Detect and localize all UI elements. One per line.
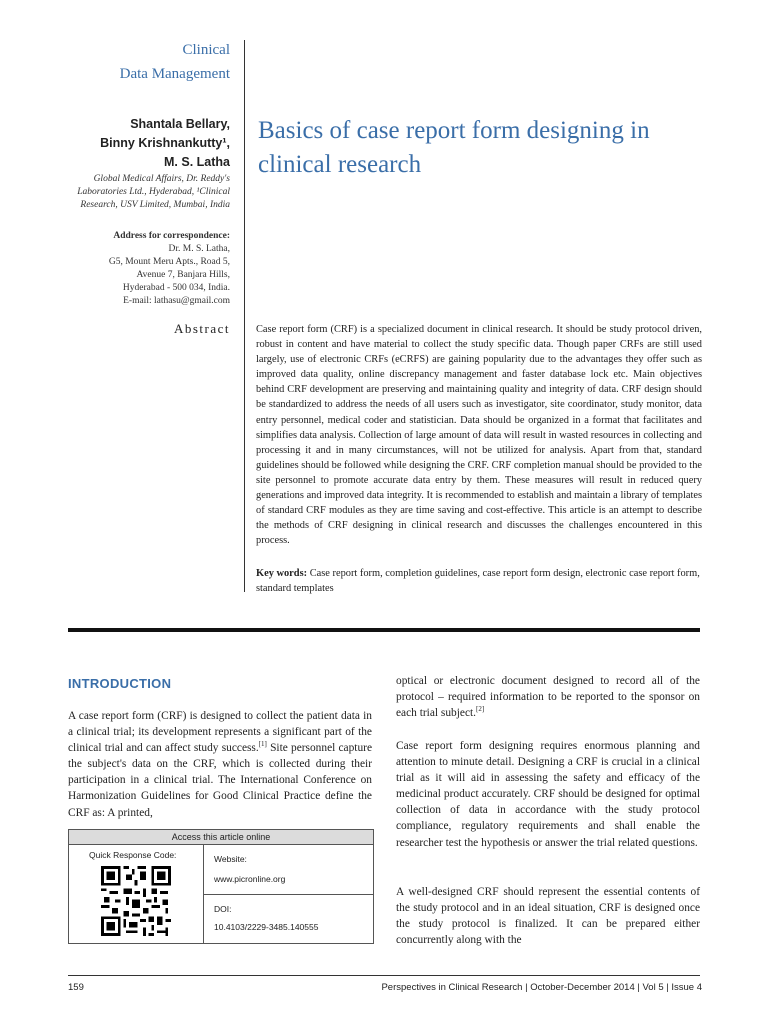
- keywords-label: Key words:: [256, 568, 308, 579]
- author-list: [90, 115, 230, 172]
- section-line-1: Clinical: [182, 42, 230, 58]
- footer-journal-info: Perspectives in Clinical Research | October-December 2014 | Vol 5 | Issue 4: [381, 982, 702, 993]
- intro-paragraph-right-1: [396, 673, 700, 721]
- address-line: Avenue 7, Banjara Hills,: [136, 270, 230, 280]
- author-1: Shantala Bellary,: [130, 117, 230, 131]
- reference-2[interactable]: [2]: [476, 705, 485, 714]
- intro-paragraph-right-3: A well-designed CRF should represent the essential contents of the study protocol and in an ideal situation, CRF is designed once the study protocol is finalized. It can be prepared either concurrently along with the: [396, 886, 700, 947]
- intro-text-b: Site personnel capture the subject's data on the CRF, which is collected during their participation in a clinical trial. The International Conference on Harmonization Guidelines for Good Clinical Practice define the CRF as: A printed,: [68, 742, 373, 819]
- page-number: 159: [68, 982, 84, 993]
- address-line: Hyderabad - 500 034, India.: [122, 283, 230, 293]
- footer-rule: [68, 975, 700, 976]
- affiliation: Global Medical Affairs, Dr. Reddy's Laboratories Ltd., Hyderabad, ¹Clinical Research, USV Limited, Mumbai, India: [77, 174, 230, 210]
- qr-label: Quick Response Code:: [89, 850, 177, 860]
- address-email[interactable]: E-mail: lathasu@gmail.com: [123, 296, 230, 306]
- keywords-text: Case report form, completion guidelines, case report form design, electronic case report form, standard templates: [256, 568, 700, 595]
- intro-paragraph-right-2: Case report form designing requires enormous planning and attention to minute detail. Designing a CRF is crucial in a clinical trial as it will aid in assessing the safety and efficacy of the medicinal product accurately. CRF should be designed for optimal collection of data in accordance with the study protocol compliance, regulatory requirements and shall enable the researcher test the hypothesis or answer the trial related questions.: [396, 740, 700, 849]
- access-box-heading: Access this article online: [69, 830, 373, 845]
- reference-1[interactable]: [1]: [258, 740, 267, 749]
- access-article-box: [68, 829, 374, 944]
- doi-label: DOI:: [214, 904, 232, 914]
- intro-text-a: A case report form (CRF) is designed to collect the patient data in a clinical trial; its development represents a significant part of the clinical trial and can affect study success.: [68, 710, 372, 755]
- author-3: M. S. Latha: [164, 155, 230, 169]
- section-rule: [68, 628, 700, 632]
- access-box-divider: [204, 894, 373, 895]
- correspondence-address: [70, 230, 230, 308]
- website-label: Website:: [214, 854, 247, 864]
- keywords: [256, 566, 702, 596]
- website-link[interactable]: www.picronline.org: [214, 874, 286, 884]
- author-2: Binny Krishnankutty¹,: [100, 136, 230, 150]
- right-text-1: optical or electronic document designed to record all of the protocol – required information to be reported to the sponsor on each trial subject.: [396, 675, 700, 720]
- address-line: G5, Mount Meru Apts., Road 5,: [108, 257, 230, 267]
- qr-code-icon[interactable]: [101, 866, 171, 936]
- address-label: Address for correspondence:: [113, 231, 230, 241]
- address-line: Dr. M. S. Latha,: [168, 244, 230, 254]
- intro-heading: INTRODUCTION: [68, 676, 172, 691]
- abstract-heading: Abstract: [173, 321, 230, 336]
- doi-link[interactable]: 10.4103/2229-3485.140555: [214, 922, 319, 932]
- abstract-text: Case report form (CRF) is a specialized document in clinical research. It should be study protocol driven, robust in content and have material to collect the study specific data. Though paper CRFs are still used largely, use of electronic CRFs (eCRFS) are gaining popularity due to the advantages they offer such as improved data quality, online discrepancy management and faster database lock etc. Main objectives behind CRF development are preserving and maintaining quality and integrity of data. CRF design should be standardized to address the needs of all users such as investigator, site coordinator, study monitor, data entry personnel, medical coder and statistician. Data should be organized in a format that facilitates and simplifies data analysis. Collection of large amount of data will result in wasted resources in collecting and processing it and in many circumstances, will not be utilized for analysis. Apart from that, standard guidelines should be followed while designing the CRF. CRF completion manual should be provided to the site personnel to promote accurate data entry by them. These measures will result in reduced query generations and improved data integrity. It is recommended to establish and maintain a library of templates of standard CRF modules as they are time saving and cost-effective. This article is an attempt to describe the methods of CRF designing in clinical research and discusses the challenges encountered in this process.: [256, 324, 702, 547]
- section-line-2: Data Management: [119, 66, 230, 82]
- vertical-divider: [244, 40, 245, 592]
- journal-section: [80, 38, 230, 86]
- article-title: Basics of case report form designing in clinical research: [258, 117, 650, 178]
- intro-paragraph-left: [68, 708, 372, 821]
